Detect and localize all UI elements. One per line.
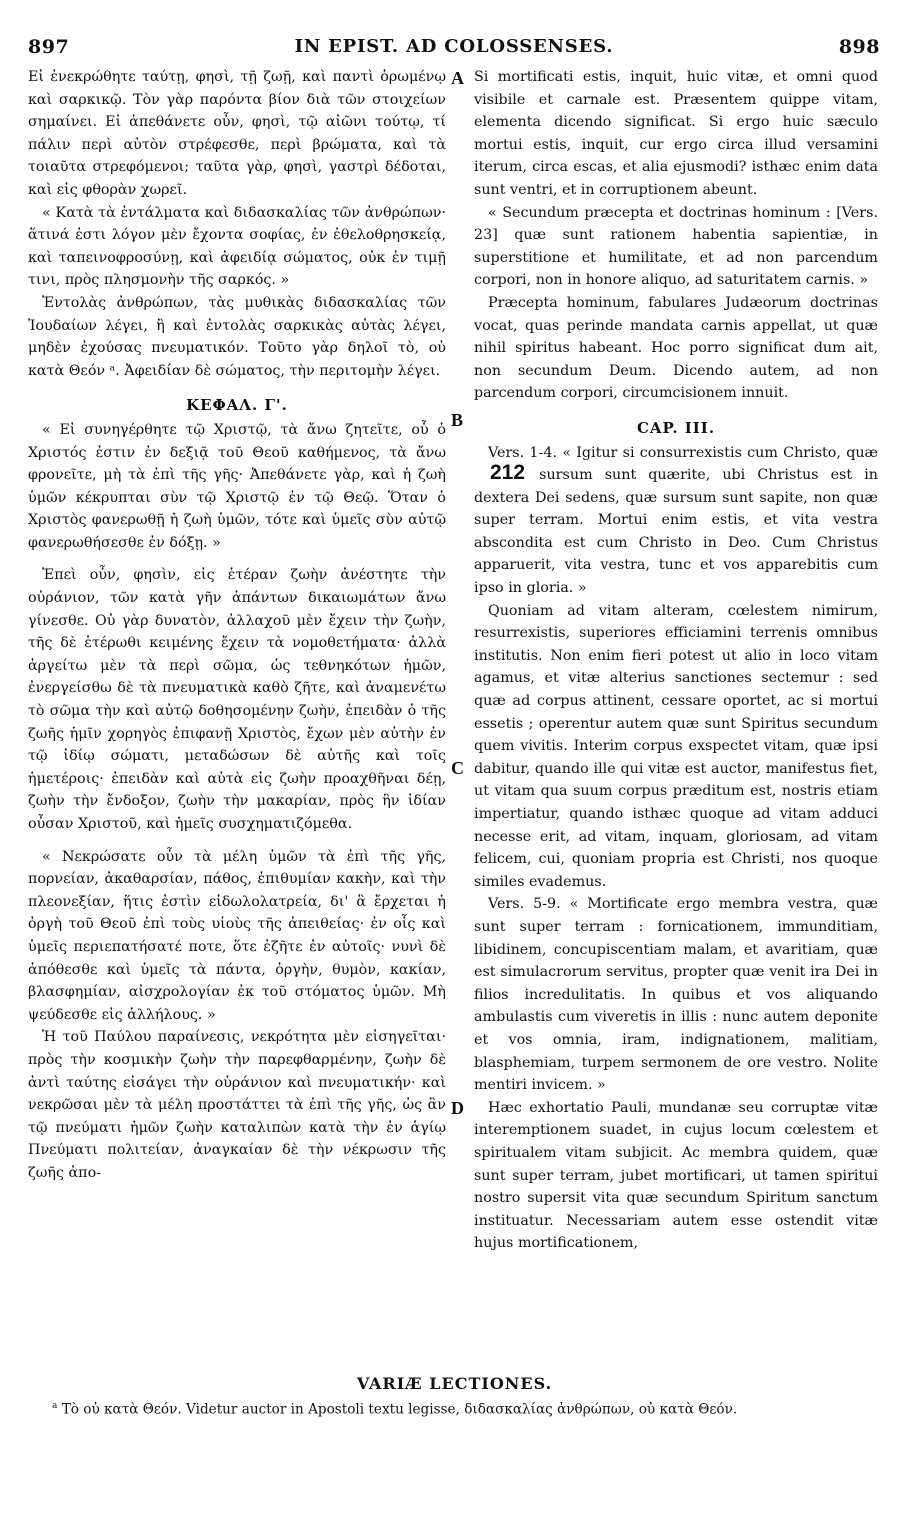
latin-chapter-heading: CAP. III. (636, 418, 716, 437)
greek-paragraph: Εἰ ἐνεκρώθητε ταύτῃ, φησὶ, τῇ ζωῇ, καὶ παντὶ ὁρωμένῳ καὶ σαρκικῷ. Τὸν γὰρ παρόντα βίον διὰ τῶν στοιχείων σημαίνει. Εἰ ἀπεθάνετε οὖν, φησὶ, τῷ αἰῶνι τούτῳ, τί πάλιν περὶ αὐτὸν στρέφεσθε, περὶ βρώματα, καὶ τὰ τοιαῦτα στρεφόμενοι; ταῦτα γὰρ, φησὶ, γαστρὶ δέδοται, καὶ εἰς φθορὰν χωρεῖ. (28, 69, 446, 198)
greek-paragraph: « Κατὰ τὰ ἐντάλματα καὶ διδασκαλίας τῶν ἀνθρώπων· ἅτινά ἐστι λόγον μὲν ἔχοντα σοφίας, ἐν ἐθελοθρησκείᾳ, καὶ ταπεινοφροσύνῃ, καὶ ἀφειδίᾳ σώματος, οὐκ ἐν τιμῇ τινι, πρὸς πλησμονὴν τῆς σαρκός. » (28, 204, 446, 289)
latin-text: sursum sunt quærite, ubi Christus est in dextera Dei sedens, quæ sursum sunt sapite, non quæ super terram. Mortui enim estis, et vita vestra abscondita est cum Christo in Deo. Cum Christus apparuerit, vita vestra, tunc et vos apparebitis cum ipso in gloria. » (474, 467, 879, 597)
margin-marker-d: D (451, 1098, 464, 1118)
margin-marker-c: C (451, 758, 464, 778)
greek-column (28, 66, 446, 1185)
greek-paragraph: Ἡ τοῦ Παύλου παραίνεσις, νεκρότητα μὲν εἰσηγεῖται· πρὸς τὴν κοσμικὴν ζωὴν τὴν παρεφθαρμένην, ζωὴν δὲ ἀντὶ ταύτης εἰσάγει τὴν οὐράνιον καὶ πνευματικήν· καὶ νεκρῶσαι μὲν τὰ μέλη προστάττει τὰ ἐπὶ τῆς γῆς, ὡς ἂν τῷ πνεύματι ἡμῶν ζωὴν καταλιπὼν κατὰ τὴν ἐν ἁγίῳ Πνεύματι πολιτείαν, ἀναγκαίαν δὲ τὴν νέκρωσιν τῆς ζωῆς ἀπο- (28, 1029, 446, 1181)
right-page-number: 898 (838, 36, 880, 58)
greek-paragraph: Ἐντολὰς ἀνθρώπων, τὰς μυθικὰς διδασκαλίας τῶν Ἰουδαίων λέγει, ἢ καὶ ἐντολὰς σαρκικὰς αὐτὰς λέγει, μηδὲν ἐχούσας πνευματικόν. Τοῦτο γὰρ δηλοῖ τὸ, οὐ κατὰ Θεόν ᵃ. Ἀφειδίαν δὲ σώματος, τὴν περιτομὴν λέγει. (28, 294, 446, 379)
latin-paragraph: Vers. 5-9. « Mortificate ergo membra vestra, quæ sunt super terram : fornicationem, immunditiam, libidinem, concupiscentiam malam, et avaritiam, quæ est simulacrorum servitus, propter quæ venit ira Dei in filios incredulitatis. In quibus et vos aliquando ambulastis cum viveretis in illis : nunc autem deponite et vos omnia, iram, indignationem, malitiam, blasphemiam, turpem sermonem de ore vestro. Nolite mentiri invicem. » (474, 896, 878, 1094)
latin-paragraph (474, 442, 878, 600)
greek-chapter-heading: ΚΕΦΑΛ. Γ'. (186, 396, 288, 415)
latin-paragraph: Hæc exhortatio Pauli, mundanæ seu corruptæ vitæ interemptionem suadet, in cujus locum cœlestem et spiritualem vitam subjicit. Ac membra quidem, quæ sunt super terram, jubet mortificari, ut tamen spiritui nostro supersit vita quæ secundum Spiritum sanctum instituatur. Necessariam autem esse ostendit vitæ hujus mortificationem, (474, 1099, 878, 1252)
greek-paragraph: « Νεκρώσατε οὖν τὰ μέλη ὑμῶν τὰ ἐπὶ τῆς γῆς, πορνείαν, ἀκαθαρσίαν, πάθος, ἐπιθυμίαν κακὴν, καὶ τὴν πλεονεξίαν, ἥτις ἐστὶν εἰδωλολατρεία, δι' ἃ ἔρχεται ἡ ὀργὴ τοῦ Θεοῦ ἐπὶ τοὺς υἱοὺς τῆς ἀπειθείας· ἐν οἷς καὶ ὑμεῖς περιεπατήσατέ ποτε, ὅτε ἐζῆτε ἐν αὐτοῖς· νυνὶ δὲ ἀπόθεσθε καὶ ὑμεῖς τὰ πάντα, ὀργὴν, θυμὸν, κακίαν, βλασφημίαν, αἰσχρολογίαν ἐκ τοῦ στόματος ὑμῶν. Μὴ ψεύδεσθε εἰς ἀλλήλους. » (28, 848, 446, 1023)
greek-paragraph: « Εἰ συνηγέρθητε τῷ Χριστῷ, τὰ ἄνω ζητεῖτε, οὗ ὁ Χριστός ἐστιν ἐν δεξιᾷ τοῦ Θεοῦ καθήμενος, τὰ ἄνω φρονεῖτε, μὴ τὰ ἐπὶ τῆς γῆς· Ἀπεθάνετε γὰρ, καὶ ἡ ζωὴ ὑμῶν κέκρυπται σὺν τῷ Χριστῷ ἐν τῷ Θεῷ. Ὅταν ὁ Χριστὸς φανερωθῇ ἡ ζωὴ ὑμῶν, τότε καὶ ὑμεῖς σὺν αὐτῷ φανερωθήσεσθε ἐν δόξῃ. » (28, 421, 446, 551)
footnote-mark: a (52, 1401, 58, 1411)
variae-lectiones-title: VARIÆ LECTIONES. (356, 1374, 553, 1393)
left-page-number: 897 (28, 36, 70, 58)
latin-paragraph: Præcepta hominum, fabulares Judæorum doctrinas vocat, quas perinde mandata carnis appellat, ut quæ nihil spiritus habeant. Hoc porro significat dum ait, non secundum Deum. Dicendo autem, ad non parcendum corpori, circumcisionem innuit. (474, 294, 878, 402)
variae-lectiones-note (52, 1397, 880, 1419)
margin-marker-b: B (451, 410, 464, 430)
latin-paragraph: Quoniam ad vitam alteram, cœlestem nimirum, resurrexistis, superiores efficiamini terrenis omnibus institutis. Non enim fieri potest ut alio in loco vitam agamus, et vitæ alterius sanctiones sectemur : sed quæ ad corpus attinent, cessare oportet, ac si mortui essetis ; operentur autem quæ sunt Spiritus secundum quem vivitis. Interim corpus exspectet vitam, quæ ipsi dabitur, quando ille qui vitæ est auctor, manifestus fiet, ut vitam qua suum corpus præditum est, nostris etiam impertiatur, quando isthæc quoque ad vitam adduci necesse erit, ad vitam, inquam, gloriosam, ad vitam felicem, cui, quoniam propria est Christi, nos quoque similes evademus. (474, 602, 878, 890)
latin-paragraph: « Secundum præcepta et doctrinas hominum : [Vers. 23] quæ sunt rationem habentia sapientiæ, in superstitione et humilitate, et ad non parcendum corpori, non in honore aliquo, ad saturitatem carnis. » (474, 204, 878, 289)
latin-paragraph: Si mortificati estis, inquit, huic vitæ, et omni quod visibile et carnale est. Præsentem quippe vitam, elementa dicendo significat. Si ergo huic sæculo mortui estis, inquit, cur ergo circa illud versamini iterum, circa escas, et alia ejusmodi? isthæc enim data sunt ventri, et in corruptionem abeunt. (474, 69, 878, 198)
column-number: 212 (490, 461, 526, 485)
running-title: IN EPIST. AD COLOSSENSES. (294, 36, 614, 57)
footnote-text: Τὸ οὐ κατὰ Θεόν. Videtur auctor in Apostoli textu legisse, διδασκαλίας ἀνθρώπων, οὐ κατὰ Θεόν. (61, 1401, 738, 1418)
margin-marker-a: A (451, 68, 464, 88)
greek-paragraph: Ἐπεὶ οὖν, φησὶν, εἰς ἑτέραν ζωὴν ἀνέστητε τὴν οὐράνιον, τῶν κατὰ γῆν ἁπάντων δικαιωμάτων ἄνω γίνεσθε. Οὐ γὰρ δυνατὸν, ἀλλαχοῦ μὲν ἔχειν τὴν ζωὴν, τῆς δὲ ἑτέρωθι κειμένης ἔχειν τὰ νομοθετήματα· ἀλλὰ ἀργείτω μὲν τὰ περὶ σῶμα, ὡς τεθνηκότων ἡμῶν, ἐνεργείσθω δὲ τὰ πνευματικὰ καθὸ ζῆτε, καὶ ἀναμενέτω τὸ σῶμα τὴν καὶ αὐτῷ δοθησομένην ζωὴν, ἐπειδὰν ὁ τῆς ζωῆς ἡμῖν χορηγὸς ἐπιφανῇ Χριστὸς, ἔχων μὲν αὐτὴν ἐν τῷ ἰδίῳ σώματι, μεταδώσων δὲ αὐτῆς καὶ τοῖς ἡμετέροις· ἐπειδὰν καὶ αὐτὰ εἰς ζωὴν προαχθῆναι δέῃ, ζωὴν τὴν ἔνδοξον, ζωὴν τὴν μακαρίαν, πρὸς ἣν ἰδίαν οὖσαν Χριστοῦ, καὶ ἡμεῖς συσχηματιζόμεθα. (28, 567, 446, 832)
latin-column (474, 66, 878, 1255)
running-header (28, 36, 880, 60)
latin-text: Vers. 1-4. « Igitur si consurrexistis cum Christo, quæ (488, 444, 878, 461)
